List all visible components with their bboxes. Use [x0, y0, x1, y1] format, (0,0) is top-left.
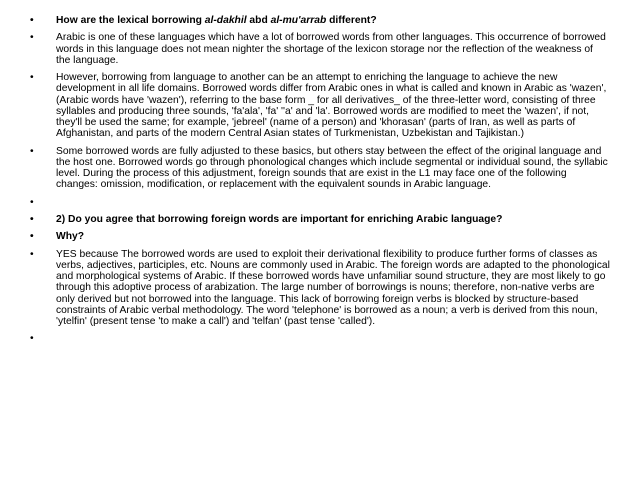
bullet-icon: •: [30, 248, 34, 260]
bullet-item-question-1: [30, 15, 610, 26]
question-1-text-mid: abd: [246, 15, 271, 26]
question-2-text: 2) Do you agree that borrowing foreign words are important for enriching Arabic language?: [56, 213, 503, 225]
why-text: Why?: [56, 231, 85, 243]
question-1-text-post: different?: [326, 15, 377, 26]
bullet-icon: •: [30, 15, 34, 26]
bullet-item-answer: [30, 249, 610, 327]
bullet-icon: •: [30, 196, 34, 208]
paragraph-text: Some borrowed words are fully adjusted to these basics, but others stay between the effect of the original language and the host one. Borrowed words go through phonological changes which include segmental or individual sound, the syllabic level. During the process of this adjustment, foreign sounds that are exist in the L1 may face one of the following changes: omission, modification, or replacement with the equivalent sounds in Arabic language.: [56, 145, 608, 191]
bullet-list: [30, 15, 610, 351]
bullet-icon: •: [30, 213, 34, 225]
bullet-item-empty: [30, 333, 610, 344]
bullet-icon: •: [30, 32, 34, 44]
bullet-item-paragraph-3: [30, 146, 610, 191]
bullet-item-paragraph-1: [30, 32, 610, 66]
bullet-icon: •: [30, 145, 34, 157]
bullet-item-paragraph-2: [30, 72, 610, 139]
bullet-icon: •: [30, 333, 34, 345]
paragraph-text: However, borrowing from language to another can be an attempt to enriching the language to achieve the new development in all life domains. Borrowed words differ from Arabic ones in what is called and known in Arabic as 'wazen', (Arabic words have 'wazen'), referring to the base form _ for all derivatives_ of the three-letter word, consisting of three syllables and producing three sounds, 'fa'ala', 'fa' ''a' and 'la'. Borrowed words are modified to meet the 'wazen', if not, they'll be used the same; for example, 'jebreel' (name of a person) and 'khorasan' (parts of Iran, as well as parts of Afghanistan, and parts of the modern Central Asian states of Turkmenistan, Uzbekistan and Tajikistan.): [56, 72, 607, 140]
answer-text: YES because The borrowed words are used to exploit their derivational flexibility to produce further forms of classes as verbs, adjectives, participles, etc. Nouns are commonly used in Arabic. The foreign words are adapted to the phonological and morphological systems of Arabic. If these borrowed words have unfamiliar sound structure, they are most likely to go through this adoptive process of arabization. The large number of borrowings is nouns; therefore, non-native verbs are only derived but not borrowed into the language. This lack of borrowing foreign verbs is blocked by structure-based constraints of Arabic verbal methodology. The word 'telephone' is borrowed as a noun; a verb is derived from this noun, 'ytelfin' (present tense 'to make a call') and 'telfan' (past tense 'called').: [56, 248, 610, 327]
bullet-icon: •: [30, 231, 34, 243]
bullet-item-why: [30, 231, 610, 242]
paragraph-text: Arabic is one of these languages which have a lot of borrowed words from other languages. This occurrence of borrowed words in this language does not mean nighter the shortage of the lexicon storage nor the reflection of the weakness of the language.: [56, 32, 606, 66]
question-1-text-pre: How are the lexical borrowing: [56, 15, 205, 26]
bullet-icon: •: [30, 72, 34, 84]
term-al-dakhil: al-dakhil: [204, 15, 247, 26]
bullet-item-empty: [30, 197, 610, 208]
term-al-muarrab: al-mu'arrab: [270, 15, 327, 26]
bullet-item-question-2: [30, 214, 610, 225]
